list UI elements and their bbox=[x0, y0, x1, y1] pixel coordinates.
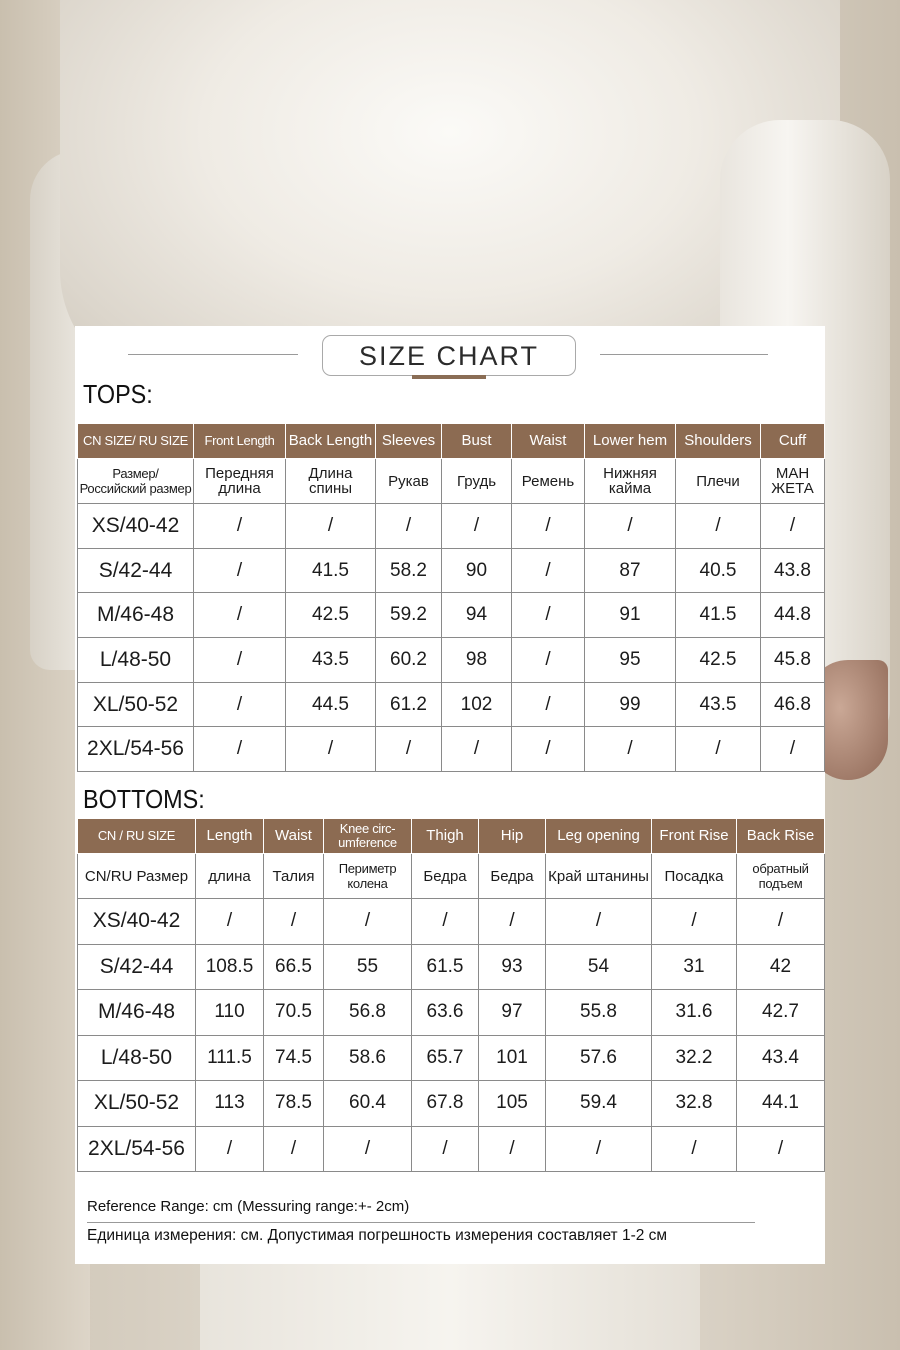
measurement-cell: 32.8 bbox=[652, 1081, 737, 1127]
table-row bbox=[78, 1081, 825, 1127]
measurement-cell: / bbox=[412, 1126, 479, 1172]
measurement-cell: / bbox=[512, 504, 585, 549]
size-label-cell: M/46-48 bbox=[78, 990, 196, 1036]
tops-header-ru-cell: МАН ЖЕТА bbox=[761, 459, 825, 504]
measurement-cell: 55 bbox=[324, 944, 412, 990]
bottoms-header-ru-cell: CN/RU Размер bbox=[78, 854, 196, 899]
measurement-cell: 58.6 bbox=[324, 1035, 412, 1081]
bottoms-header-ru-cell: длина bbox=[196, 854, 264, 899]
measurement-cell: / bbox=[286, 727, 376, 772]
measurement-cell: 58.2 bbox=[376, 548, 442, 593]
tops-header-en-cell: Waist bbox=[512, 424, 585, 459]
measurement-cell: / bbox=[376, 727, 442, 772]
measurement-cell: 32.2 bbox=[652, 1035, 737, 1081]
measurement-cell: / bbox=[194, 548, 286, 593]
measurement-cell: 113 bbox=[196, 1081, 264, 1127]
tops-header-ru-cell: Ремень bbox=[512, 459, 585, 504]
measurement-cell: 43.4 bbox=[737, 1035, 825, 1081]
measurement-cell: 41.5 bbox=[676, 593, 761, 638]
measurement-cell: 67.8 bbox=[412, 1081, 479, 1127]
title-accent-bar bbox=[412, 375, 486, 379]
table-row bbox=[78, 548, 825, 593]
measurement-cell: / bbox=[546, 1126, 652, 1172]
measurement-cell: / bbox=[761, 727, 825, 772]
measurement-cell: 98 bbox=[442, 638, 512, 683]
bottoms-header-en-cell: Waist bbox=[264, 819, 324, 854]
table-row bbox=[78, 593, 825, 638]
chart-title: SIZE CHART bbox=[322, 335, 576, 376]
bottoms-header-en-cell: CN / RU SIZE bbox=[78, 819, 196, 854]
tops-header-ru-cell: Грудь bbox=[442, 459, 512, 504]
measurement-cell: / bbox=[512, 638, 585, 683]
table-row bbox=[78, 504, 825, 549]
bottoms-header-ru-cell: Край штанины bbox=[546, 854, 652, 899]
measurement-cell: 78.5 bbox=[264, 1081, 324, 1127]
measurement-cell: 87 bbox=[585, 548, 676, 593]
table-row bbox=[78, 638, 825, 683]
measurement-cell: 56.8 bbox=[324, 990, 412, 1036]
bottoms-header-ru-cell: Бедра bbox=[412, 854, 479, 899]
reference-range-en: Reference Range: cm (Messuring range:+- 2cm) bbox=[87, 1198, 410, 1215]
measurement-cell: / bbox=[196, 1126, 264, 1172]
measurement-cell: 99 bbox=[585, 682, 676, 727]
bottoms-header-ru-cell: Посадка bbox=[652, 854, 737, 899]
measurement-cell: 90 bbox=[442, 548, 512, 593]
tops-header-en-cell: Shoulders bbox=[676, 424, 761, 459]
measurement-cell: 74.5 bbox=[264, 1035, 324, 1081]
measurement-cell: / bbox=[324, 1126, 412, 1172]
measurement-cell: 41.5 bbox=[286, 548, 376, 593]
measurement-cell: / bbox=[194, 593, 286, 638]
measurement-cell: 91 bbox=[585, 593, 676, 638]
measurement-cell: / bbox=[676, 727, 761, 772]
bottoms-heading: BOTTOMS: bbox=[83, 784, 205, 814]
measurement-cell: 43.8 bbox=[761, 548, 825, 593]
measurement-cell: 46.8 bbox=[761, 682, 825, 727]
measurement-cell: / bbox=[194, 682, 286, 727]
bottoms-header-en-row bbox=[78, 819, 825, 854]
tops-header-ru-row bbox=[78, 459, 825, 504]
measurement-cell: / bbox=[442, 727, 512, 772]
measurement-cell: / bbox=[585, 727, 676, 772]
header-rule-right bbox=[600, 354, 768, 355]
measurement-cell: / bbox=[479, 899, 546, 945]
measurement-cell: 94 bbox=[442, 593, 512, 638]
size-label-cell: L/48-50 bbox=[78, 1035, 196, 1081]
bottoms-header-ru-row bbox=[78, 854, 825, 899]
measurement-cell: 95 bbox=[585, 638, 676, 683]
measurement-cell: / bbox=[412, 899, 479, 945]
tops-heading: TOPS: bbox=[83, 379, 153, 409]
bottoms-header-en-cell: Thigh bbox=[412, 819, 479, 854]
tops-header-ru-cell: Длина спины bbox=[286, 459, 376, 504]
bottoms-header-ru-cell: Талия bbox=[264, 854, 324, 899]
tops-header-en-cell: CN SIZE/ RU SIZE bbox=[78, 424, 194, 459]
size-label-cell: XL/50-52 bbox=[78, 1081, 196, 1127]
measurement-cell: 111.5 bbox=[196, 1035, 264, 1081]
table-row bbox=[78, 944, 825, 990]
table-row bbox=[78, 1126, 825, 1172]
size-label-cell: XL/50-52 bbox=[78, 682, 194, 727]
size-chart-panel bbox=[75, 326, 825, 1264]
measurement-cell: 44.1 bbox=[737, 1081, 825, 1127]
tops-header-en-cell: Bust bbox=[442, 424, 512, 459]
measurement-cell: / bbox=[196, 899, 264, 945]
tops-header-en-cell: Back Length bbox=[286, 424, 376, 459]
measurement-cell: / bbox=[479, 1126, 546, 1172]
measurement-cell: 44.8 bbox=[761, 593, 825, 638]
tops-header-en-cell: Cuff bbox=[761, 424, 825, 459]
tops-header-en-cell: Lower hem bbox=[585, 424, 676, 459]
measurement-cell: 61.5 bbox=[412, 944, 479, 990]
measurement-cell: / bbox=[264, 1126, 324, 1172]
tops-header-en-cell: Sleeves bbox=[376, 424, 442, 459]
measurement-cell: 42.5 bbox=[286, 593, 376, 638]
measurement-cell: 55.8 bbox=[546, 990, 652, 1036]
bottoms-header-en-cell: Knee circ- umference bbox=[324, 819, 412, 854]
tops-header-ru-cell: Рукав bbox=[376, 459, 442, 504]
bottoms-size-table bbox=[77, 818, 825, 1172]
measurement-cell: / bbox=[737, 899, 825, 945]
measurement-cell: 42.7 bbox=[737, 990, 825, 1036]
bottoms-header-en-cell: Front Rise bbox=[652, 819, 737, 854]
measurement-cell: 101 bbox=[479, 1035, 546, 1081]
measurement-cell: / bbox=[737, 1126, 825, 1172]
bottoms-header-en-cell: Hip bbox=[479, 819, 546, 854]
measurement-cell: 93 bbox=[479, 944, 546, 990]
tops-header-ru-cell: Размер/ Российский размер bbox=[78, 459, 194, 504]
measurement-cell: / bbox=[676, 504, 761, 549]
measurement-cell: / bbox=[652, 899, 737, 945]
measurement-cell: / bbox=[442, 504, 512, 549]
bottoms-header-en-cell: Leg opening bbox=[546, 819, 652, 854]
reference-divider bbox=[87, 1222, 755, 1223]
measurement-cell: / bbox=[512, 682, 585, 727]
bottoms-header-en-cell: Back Rise bbox=[737, 819, 825, 854]
measurement-cell: 59.4 bbox=[546, 1081, 652, 1127]
measurement-cell: / bbox=[194, 638, 286, 683]
measurement-cell: 63.6 bbox=[412, 990, 479, 1036]
reference-range-ru: Единица измерения: см. Допустимая погрешность измерения составляет 1-2 см bbox=[87, 1227, 668, 1244]
measurement-cell: / bbox=[546, 899, 652, 945]
measurement-cell: / bbox=[512, 593, 585, 638]
measurement-cell: 40.5 bbox=[676, 548, 761, 593]
measurement-cell: 57.6 bbox=[546, 1035, 652, 1081]
measurement-cell: 102 bbox=[442, 682, 512, 727]
tops-size-table bbox=[77, 423, 825, 772]
measurement-cell: 59.2 bbox=[376, 593, 442, 638]
bottoms-header-ru-cell: Бедра bbox=[479, 854, 546, 899]
measurement-cell: 70.5 bbox=[264, 990, 324, 1036]
measurement-cell: / bbox=[324, 899, 412, 945]
tops-header-ru-cell: Плечи bbox=[676, 459, 761, 504]
tops-header-en-row bbox=[78, 424, 825, 459]
size-label-cell: 2XL/54-56 bbox=[78, 1126, 196, 1172]
size-label-cell: S/42-44 bbox=[78, 548, 194, 593]
measurement-cell: / bbox=[512, 548, 585, 593]
measurement-cell: 61.2 bbox=[376, 682, 442, 727]
table-row bbox=[78, 682, 825, 727]
size-label-cell: 2XL/54-56 bbox=[78, 727, 194, 772]
chart-header bbox=[75, 326, 825, 388]
measurement-cell: 54 bbox=[546, 944, 652, 990]
measurement-cell: / bbox=[264, 899, 324, 945]
measurement-cell: 105 bbox=[479, 1081, 546, 1127]
measurement-cell: / bbox=[761, 504, 825, 549]
table-row bbox=[78, 899, 825, 945]
measurement-cell: 97 bbox=[479, 990, 546, 1036]
measurement-cell: 44.5 bbox=[286, 682, 376, 727]
measurement-cell: 43.5 bbox=[676, 682, 761, 727]
size-label-cell: M/46-48 bbox=[78, 593, 194, 638]
measurement-cell: 45.8 bbox=[761, 638, 825, 683]
measurement-cell: / bbox=[194, 727, 286, 772]
header-rule-left bbox=[128, 354, 298, 355]
measurement-cell: 31 bbox=[652, 944, 737, 990]
table-row bbox=[78, 1035, 825, 1081]
measurement-cell: 60.4 bbox=[324, 1081, 412, 1127]
measurement-cell: / bbox=[585, 504, 676, 549]
measurement-cell: / bbox=[512, 727, 585, 772]
tops-header-ru-cell: Передняя длина bbox=[194, 459, 286, 504]
measurement-cell: 108.5 bbox=[196, 944, 264, 990]
tops-header-ru-cell: Нижняя кайма bbox=[585, 459, 676, 504]
measurement-cell: 66.5 bbox=[264, 944, 324, 990]
size-label-cell: L/48-50 bbox=[78, 638, 194, 683]
measurement-cell: 42 bbox=[737, 944, 825, 990]
measurement-cell: / bbox=[652, 1126, 737, 1172]
bottoms-header-en-cell: Length bbox=[196, 819, 264, 854]
measurement-cell: / bbox=[194, 504, 286, 549]
table-row bbox=[78, 990, 825, 1036]
measurement-cell: / bbox=[376, 504, 442, 549]
size-label-cell: XS/40-42 bbox=[78, 504, 194, 549]
measurement-cell: / bbox=[286, 504, 376, 549]
measurement-cell: 31.6 bbox=[652, 990, 737, 1036]
size-label-cell: XS/40-42 bbox=[78, 899, 196, 945]
table-row bbox=[78, 727, 825, 772]
bottoms-header-ru-cell: Периметр колена bbox=[324, 854, 412, 899]
measurement-cell: 65.7 bbox=[412, 1035, 479, 1081]
measurement-cell: 60.2 bbox=[376, 638, 442, 683]
tops-header-en-cell: Front Length bbox=[194, 424, 286, 459]
measurement-cell: 42.5 bbox=[676, 638, 761, 683]
measurement-cell: 43.5 bbox=[286, 638, 376, 683]
measurement-cell: 110 bbox=[196, 990, 264, 1036]
bottoms-header-ru-cell: обратный подъем bbox=[737, 854, 825, 899]
size-label-cell: S/42-44 bbox=[78, 944, 196, 990]
